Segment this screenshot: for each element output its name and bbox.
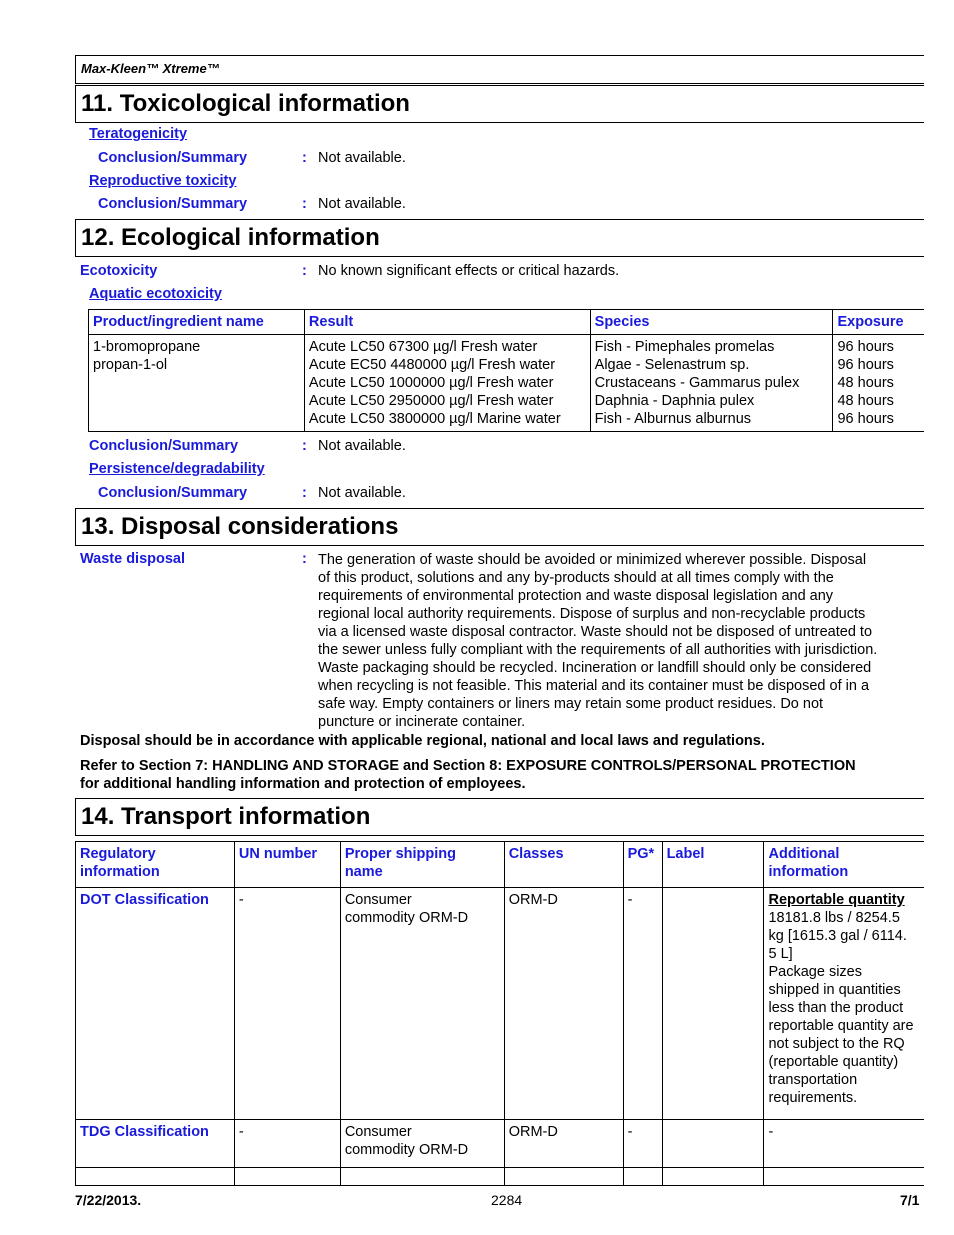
ingredient-name: propan-1-ol (93, 357, 168, 373)
result-value: Acute LC50 67300 µg/l Fresh water (308, 339, 538, 355)
tdg-additional: - (764, 1120, 924, 1168)
section-13-header (75, 508, 924, 546)
additional-line: reportable quantity are (768, 1018, 914, 1034)
waste-disposal-label: Waste disposal (80, 551, 186, 567)
persistence-conclusion-value: Not available. (318, 485, 406, 501)
tdg-psn: Consumer commodity ORM-D (340, 1120, 504, 1168)
waste-line: Waste packaging should be recycled. Incineration or landfill should only be considered (318, 660, 872, 676)
colon: : (302, 150, 307, 166)
section-14-title: 14. Transport information (81, 803, 371, 830)
empty-cell (504, 1168, 623, 1186)
product-header (75, 55, 924, 84)
waste-line: safe way. Empty containers or liners may retain some product residues. Do not (318, 696, 824, 712)
colon: : (302, 551, 307, 567)
section-11-header (75, 85, 924, 123)
exposure-value: 96 hours (837, 339, 894, 355)
additional-line: less than the product (768, 1000, 904, 1016)
tdg-pg: - (623, 1120, 662, 1168)
exposure-value: 48 hours (837, 393, 894, 409)
dot-additional (764, 888, 924, 1120)
disposal-note: Disposal should be in accordance with applicable regional, national and local laws and regulations. (80, 733, 765, 749)
section-11-title: 11. Toxicological information (81, 90, 410, 117)
empty-cell (76, 1168, 235, 1186)
table-row (89, 335, 925, 432)
tdg-un: - (234, 1120, 340, 1168)
waste-line: requirements of environmental protection and waste disposal legislation and any (318, 588, 834, 604)
refer-note-line: for additional handling information and protection of employees. (80, 776, 526, 792)
ecological-conclusion-label: Conclusion/Summary (89, 438, 239, 454)
transport-table (75, 841, 924, 1186)
transport-header-row (76, 842, 925, 888)
reportable-quantity-title: Reportable quantity (768, 892, 905, 908)
empty-cell (234, 1168, 340, 1186)
species-value: Daphnia - Daphnia pulex (594, 393, 755, 409)
colon: : (302, 485, 307, 501)
table-row (76, 888, 925, 1120)
species-value: Fish - Pimephales promelas (594, 339, 775, 355)
reproductive-toxicity-link[interactable]: Reproductive toxicity (89, 173, 237, 189)
result-cell (304, 335, 590, 432)
additional-line: (reportable quantity) (768, 1054, 899, 1070)
dot-psn: Consumer commodity ORM-D (340, 888, 504, 1120)
result-value: Acute EC50 4480000 µg/l Fresh water (308, 357, 556, 373)
aquatic-table (88, 309, 924, 432)
reproductive-conclusion-label: Conclusion/Summary (98, 196, 248, 212)
exposure-cell (833, 335, 924, 432)
table-row (76, 1120, 925, 1168)
header-label: Label (662, 842, 764, 888)
header-un-number: UN number (234, 842, 340, 888)
waste-disposal-text (318, 551, 924, 731)
footer-date: 7/22/2013. (75, 1192, 142, 1208)
result-value: Acute LC50 2950000 µg/l Fresh water (308, 393, 554, 409)
footer-page: 7/1 (900, 1192, 920, 1208)
persistence-conclusion-label: Conclusion/Summary (98, 485, 248, 501)
additional-line: shipped in quantities (768, 982, 901, 998)
reproductive-conclusion-value: Not available. (318, 196, 406, 212)
dot-label (662, 888, 764, 1120)
tdg-classes: ORM-D (504, 1120, 623, 1168)
ingredient-cell (89, 335, 305, 432)
table-row (76, 1168, 925, 1186)
empty-cell (340, 1168, 504, 1186)
empty-cell (764, 1168, 924, 1186)
additional-line: not subject to the RQ (768, 1036, 905, 1052)
teratogenicity-conclusion-value: Not available. (318, 150, 406, 166)
result-value: Acute LC50 1000000 µg/l Fresh water (308, 375, 554, 391)
dot-classes: ORM-D (504, 888, 623, 1120)
species-cell (590, 335, 833, 432)
header-result: Result (304, 310, 590, 335)
empty-cell (662, 1168, 764, 1186)
header-product-ingredient: Product/ingredient name (89, 310, 305, 335)
waste-line: when recycling is not feasible. This material and its container must be disposed of in a (318, 678, 870, 694)
header-proper-shipping: Proper shipping name (340, 842, 504, 888)
persistence-degradability-link[interactable]: Persistence/degradability (89, 461, 265, 477)
ecological-conclusion-value: Not available. (318, 438, 406, 454)
colon: : (302, 196, 307, 212)
exposure-value: 96 hours (837, 411, 894, 427)
result-value: Acute LC50 3800000 µg/l Marine water (308, 411, 561, 427)
waste-line: of this product, solutions and any by-products should at all times comply with the (318, 570, 834, 586)
footer-code: 2284 (491, 1192, 523, 1208)
section-12-title: 12. Ecological information (81, 224, 380, 251)
dot-pg: - (623, 888, 662, 1120)
header-exposure: Exposure (833, 310, 924, 335)
species-value: Algae - Selenastrum sp. (594, 357, 750, 373)
header-additional: Additional information (764, 842, 924, 888)
additional-line: kg [1615.3 gal / 6114. (768, 928, 907, 944)
colon: : (302, 263, 307, 279)
exposure-value: 96 hours (837, 357, 894, 373)
product-name: Max-Kleen™ Xtreme™ (81, 61, 220, 76)
ecotoxicity-value: No known significant effects or critical hazards. (318, 263, 620, 279)
additional-line: 18181.8 lbs / 8254.5 (768, 910, 900, 926)
section-14-header (75, 798, 924, 836)
ingredient-name: 1-bromopropane (93, 339, 201, 355)
aquatic-ecotoxicity-link[interactable]: Aquatic ecotoxicity (89, 286, 222, 302)
ecotoxicity-label: Ecotoxicity (80, 263, 158, 279)
header-pg: PG* (623, 842, 662, 888)
additional-line: Package sizes (768, 964, 862, 980)
aquatic-table-header (89, 310, 925, 335)
header-classes: Classes (504, 842, 623, 888)
species-value: Crustaceans - Gammarus pulex (594, 375, 800, 391)
empty-cell (623, 1168, 662, 1186)
additional-line: requirements. (768, 1090, 858, 1106)
footer-rule (75, 1185, 924, 1186)
section-13-title: 13. Disposal considerations (81, 513, 399, 540)
tdg-label (662, 1120, 764, 1168)
dot-classification: DOT Classification (76, 888, 235, 1120)
waste-line: regional local authority requirements. Dispose of surplus and non-recyclable products (318, 606, 866, 622)
waste-line: the sewer unless fully compliant with the requirements of all authorities with jurisdiction. (318, 642, 878, 658)
waste-line: via a licensed waste disposal contractor. Waste should not be disposed of untreated to (318, 624, 873, 640)
additional-line: 5 L] (768, 946, 793, 962)
section-12-header (75, 219, 924, 257)
additional-line: transportation (768, 1072, 858, 1088)
dot-un: - (234, 888, 340, 1120)
exposure-value: 48 hours (837, 375, 894, 391)
species-value: Fish - Alburnus alburnus (594, 411, 752, 427)
header-regulatory: Regulatory information (76, 842, 235, 888)
teratogenicity-link[interactable]: Teratogenicity (89, 126, 188, 142)
waste-line: The generation of waste should be avoided or minimized wherever possible. Disposal (318, 552, 867, 568)
waste-line: puncture or incinerate container. (318, 714, 526, 730)
refer-note-line: Refer to Section 7: HANDLING AND STORAGE and Section 8: EXPOSURE CONTROLS/PERSONAL PROTECTION (80, 758, 856, 774)
colon: : (302, 438, 307, 454)
tdg-classification: TDG Classification (76, 1120, 235, 1168)
teratogenicity-conclusion-label: Conclusion/Summary (98, 150, 248, 166)
header-species: Species (590, 310, 833, 335)
refer-note (80, 757, 856, 793)
